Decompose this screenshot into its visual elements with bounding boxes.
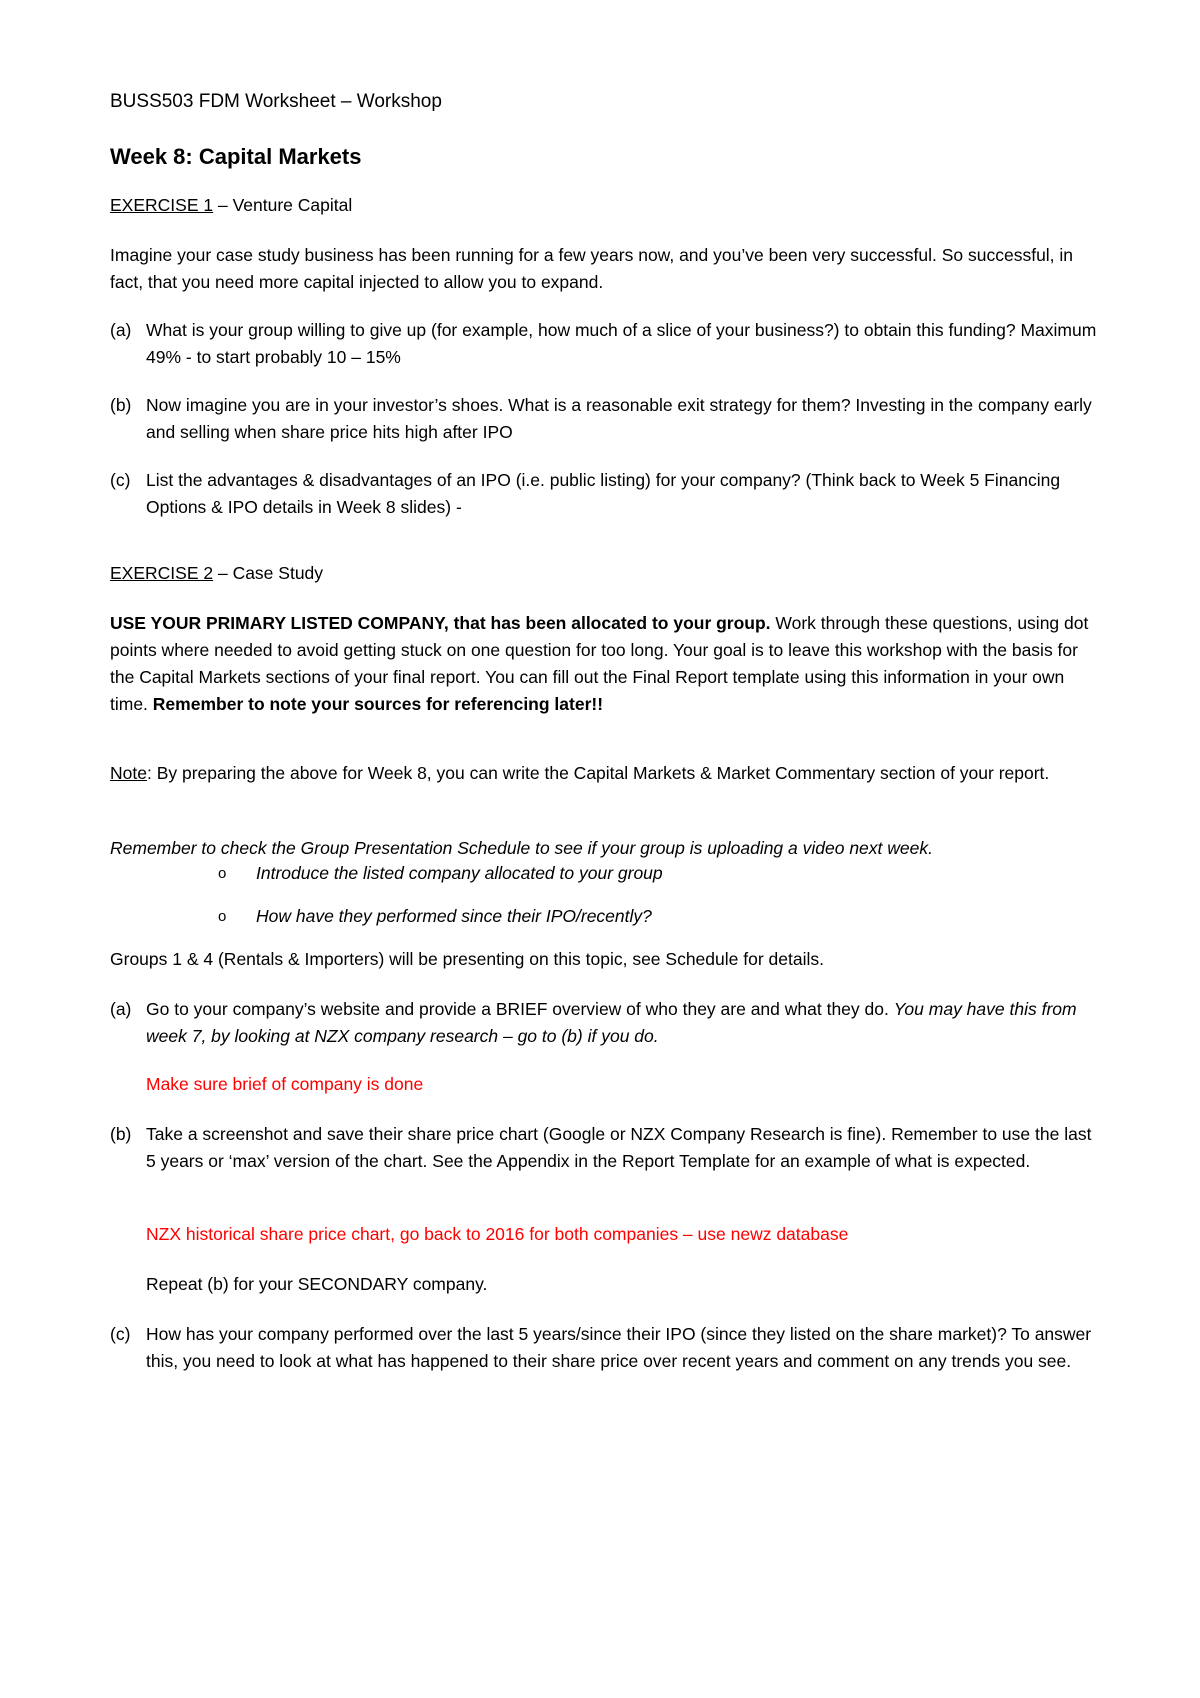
exercise2-item-c [110, 1321, 1100, 1375]
exercise1-item-c [110, 467, 1100, 521]
exercise1-suffix: – Venture Capital [213, 195, 353, 215]
page-heading: Week 8: Capital Markets [110, 144, 362, 169]
item-label: (a) [110, 320, 132, 340]
bullet-marker: o [218, 908, 227, 925]
exercise2-intro [110, 610, 1100, 718]
item-label: (c) [110, 1324, 131, 1344]
intro-bold-start: USE YOUR PRIMARY LISTED COMPANY, that has been allocated to your group. [110, 613, 771, 633]
red-note-company-brief: Make sure brief of company is done [146, 1074, 424, 1094]
groups-paragraph: Groups 1 & 4 (Rentals & Importers) will be presenting on this topic, see Schedule for details. [110, 949, 824, 969]
item-text: List the advantages & disadvantages of an IPO (i.e. public listing) for your company? (Think back to Week 5 Financing Options & IPO details in Week 8 slides) - [146, 470, 1061, 517]
item-text [146, 996, 1100, 1050]
exercise2-label: EXERCISE 2 [110, 563, 214, 583]
repeat-secondary: Repeat (b) for your SECONDARY company. [146, 1274, 488, 1294]
note-label: Note [110, 763, 147, 783]
exercise2-item-b [110, 1121, 1100, 1175]
exercise2-heading [110, 560, 1100, 587]
bullet-item [218, 903, 1078, 930]
presentation-reminder: Remember to check the Group Presentation Schedule to see if your group is uploading a video next week. [110, 838, 933, 858]
item-text: How has your company performed over the last 5 years/since their IPO (since they listed on the share market)? To answer this, you need to look at what has happened to their share price over recent years and comment on any trends you see. [146, 1324, 1092, 1371]
bullet-text: How have they performed since their IPO/recently? [256, 906, 652, 926]
item-a-text: Go to your company’s website and provide a BRIEF overview of who they are and what they do. [146, 999, 894, 1019]
intro-bold-end: Remember to note your sources for referencing later!! [152, 694, 604, 714]
item-text: What is your group willing to give up (for example, how much of a slice of your business?) to obtain this funding? Maximum 49% - to start probably 10 – 15% [146, 320, 1097, 367]
note-text: : By preparing the above for Week 8, you can write the Capital Markets & Market Commentary section of your report. [146, 763, 1050, 783]
item-label: (c) [110, 470, 131, 490]
intro-body: Work through these questions, using dot points where needed to avoid getting stuck on one question for too long. Your goal is to leave this workshop with the basis for the Capital Markets sections of your final report. You can fill out the Final Report template using this information in your own time. [110, 613, 1089, 714]
bullet-marker: o [218, 865, 227, 882]
exercise2-suffix: – Case Study [213, 563, 324, 583]
item-label: (a) [110, 999, 132, 1019]
item-text: Now imagine you are in your investor’s shoes. What is a reasonable exit strategy for them? Investing in the company early and selling when share price hits high after IPO [146, 395, 1092, 442]
item-a-italic: You may have this from week 7, by looking at NZX company research – go to (b) if you do. [146, 999, 1077, 1046]
exercise1-item-a [110, 317, 1100, 371]
note-paragraph [110, 760, 1100, 787]
exercise1-heading [110, 192, 1100, 219]
bullet-item [218, 860, 1078, 887]
red-note-share-chart: NZX historical share price chart, go back to 2016 for both companies – use newz database [146, 1224, 849, 1244]
bullet-text: Introduce the listed company allocated to your group [256, 863, 663, 883]
document-title: BUSS503 FDM Worksheet – Workshop [110, 91, 442, 112]
item-text: Take a screenshot and save their share price chart (Google or NZX Company Research is fine). Remember to use the last 5 years or ‘max’ version of the chart. See the Appendix in the Report Template for an example of what is expected. [146, 1124, 1092, 1171]
item-label: (b) [110, 395, 132, 415]
exercise1-label: EXERCISE 1 [110, 195, 214, 215]
exercise1-intro: Imagine your case study business has been running for a few years now, and you’ve been very successful. So successful, in fact, that you need more capital injected to allow you to expand. [110, 245, 1074, 292]
exercise1-item-b [110, 392, 1100, 446]
exercise2-item-a [110, 996, 1100, 1050]
item-label: (b) [110, 1124, 132, 1144]
